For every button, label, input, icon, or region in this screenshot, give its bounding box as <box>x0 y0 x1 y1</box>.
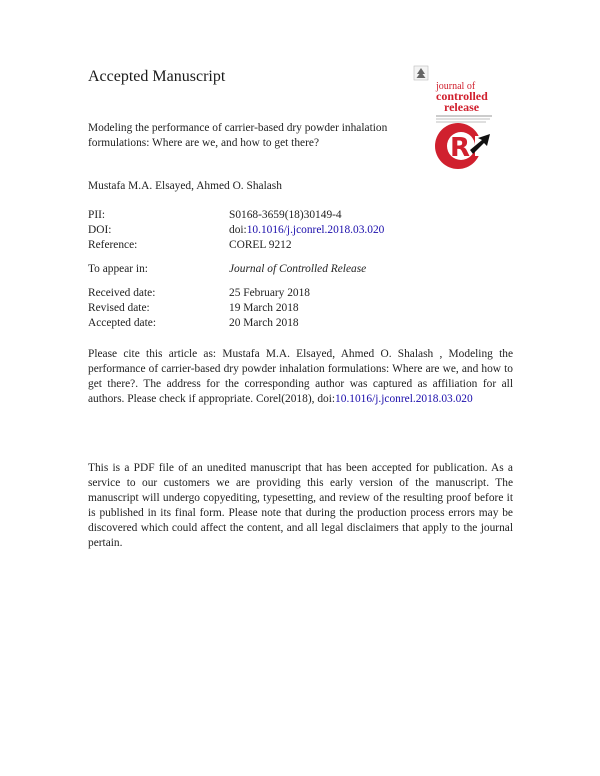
cover-fine-print <box>436 116 492 122</box>
doi-prefix: doi: <box>229 224 247 236</box>
doi-link[interactable]: 10.1016/j.jconrel.2018.03.020 <box>246 224 385 236</box>
article-authors: Mustafa M.A. Elsayed, Ahmed O. Shalash <box>88 180 282 192</box>
accepted-value: 20 March 2018 <box>229 317 299 329</box>
pii-row <box>88 208 528 223</box>
received-value: 25 February 2018 <box>229 287 310 299</box>
reference-label: Reference: <box>88 239 138 251</box>
reference-value: COREL 9212 <box>229 239 292 251</box>
metadata-block-journal <box>88 262 528 277</box>
reference-row <box>88 238 528 253</box>
revised-label: Revised date: <box>88 302 150 314</box>
cover-title-line1: journal of <box>436 81 476 92</box>
page-heading: Accepted Manuscript <box>88 68 226 85</box>
cr-logo-icon <box>435 123 490 169</box>
citation-text: Please cite this article as: Mustafa M.A. Elsayed, Ahmed O. Shalash , Modeling the performance of carrier-based dry powder inhalation formulations: Where are we, and how to get there?. The address for the corresponding author was captured as affiliation for all authors. Please check if appropriate. Corel(2018), doi: <box>88 348 513 405</box>
elsevier-tree-icon <box>414 66 428 80</box>
journal-cover-art <box>412 64 512 176</box>
pii-label: PII: <box>88 209 106 221</box>
doi-label: DOI: <box>88 224 112 236</box>
cover-title-line2: controlled <box>436 89 488 103</box>
disclaimer-paragraph: This is a PDF file of an unedited manuscript that has been accepted for publication. As a service to our customers we are providing this early version of the manuscript. The manuscript will undergo copyediting, typesetting, and review of the resulting proof before it is published in its final form. Please note that during the production process errors may be discovered which could affect the content, and all legal disclaimers that apply to the journal pertain. <box>88 462 513 549</box>
citation-doi-link[interactable]: 10.1016/j.jconrel.2018.03.020 <box>335 393 473 405</box>
revised-value: 19 March 2018 <box>229 302 299 314</box>
citation-paragraph <box>88 347 513 407</box>
accepted-label: Accepted date: <box>88 317 156 329</box>
received-row <box>88 286 528 301</box>
appear-value: Journal of Controlled Release <box>229 263 367 275</box>
svg-text:R: R <box>450 133 471 163</box>
pii-value: S0168-3659(18)30149-4 <box>229 209 342 221</box>
metadata-block-dates <box>88 286 528 331</box>
doi-value-wrapper <box>229 223 384 238</box>
received-label: Received date: <box>88 287 156 299</box>
appear-row <box>88 262 528 277</box>
article-title: Modeling the performance of carrier-based dry powder inhalation formulations: Where are we, and how to get there? <box>88 122 388 149</box>
revised-row <box>88 301 528 316</box>
accepted-row <box>88 316 528 331</box>
doi-row <box>88 223 528 238</box>
cover-title-line3: release <box>444 100 480 114</box>
appear-label: To appear in: <box>88 263 148 275</box>
metadata-block-ids <box>88 208 528 253</box>
journal-cover <box>412 64 512 176</box>
